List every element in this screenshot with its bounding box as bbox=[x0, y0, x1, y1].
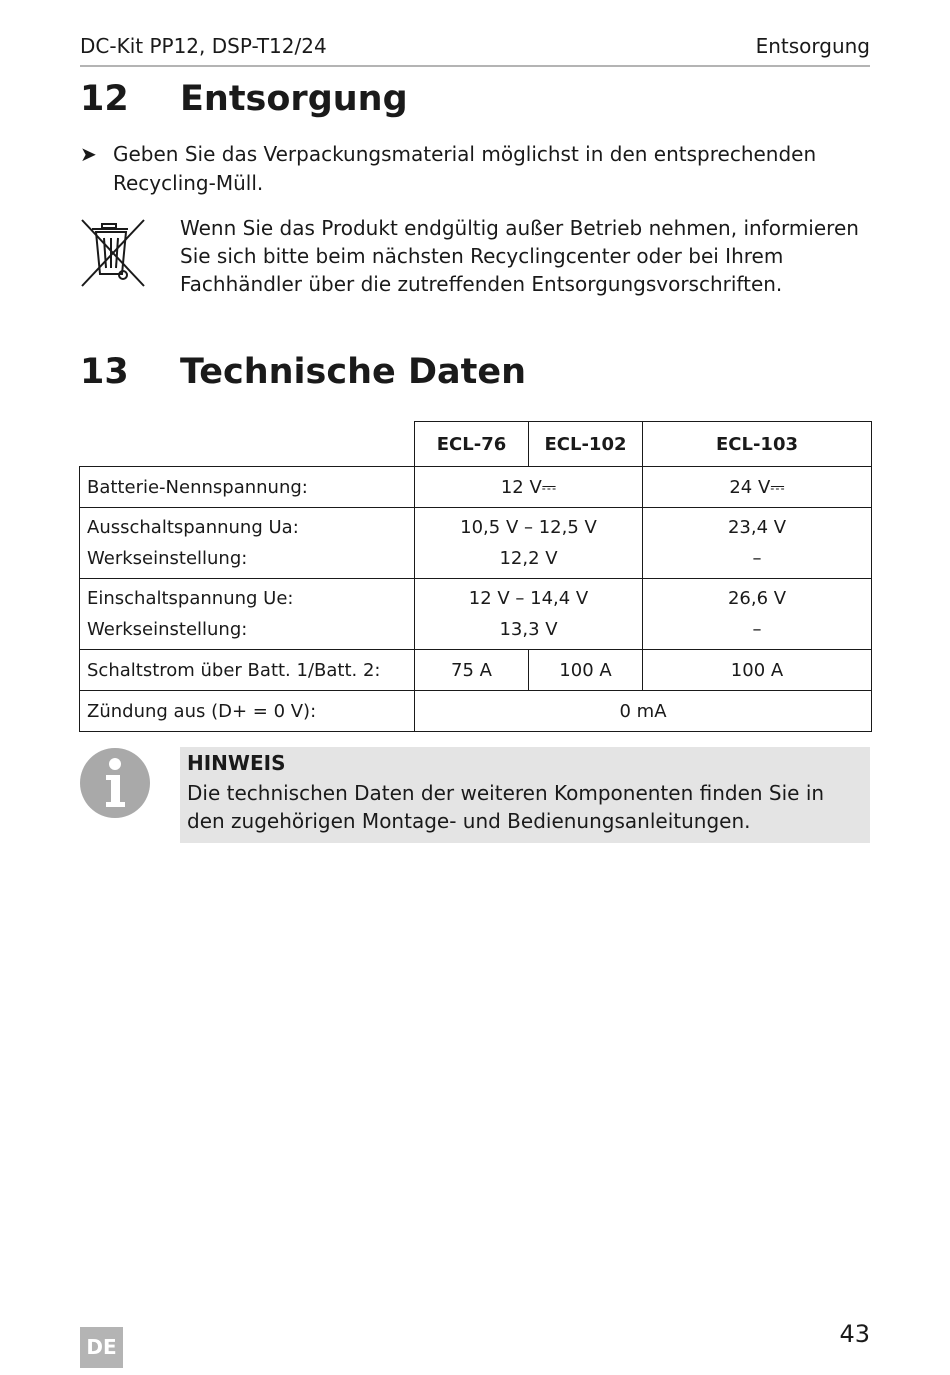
cell-switching-current-ecl102: 100 A bbox=[529, 650, 643, 691]
cell-switching-current-ecl76: 75 A bbox=[415, 650, 529, 691]
header-product: DC-Kit PP12, DSP-T12/24 bbox=[80, 34, 327, 58]
section-12-number: 12 bbox=[80, 79, 129, 119]
note-body: Die technischen Daten der weiteren Komponenten finden Sie in den zugehörigen Montage- und Bedienungsanleitungen. bbox=[187, 781, 825, 833]
language-badge: DE bbox=[80, 1327, 123, 1368]
cell-cutoff-ecl103 bbox=[643, 508, 872, 579]
cell-cutin-ecl103-factory: – bbox=[752, 619, 762, 640]
cell-cutoff-ecl76-102-factory: 12,2 V bbox=[499, 548, 558, 569]
packaging-bullet-text: Geben Sie das Verpackungsmaterial möglichst in den entsprechenden Recycling-Müll. bbox=[113, 142, 817, 195]
technical-data-table bbox=[79, 421, 872, 732]
table-header-row bbox=[80, 422, 872, 467]
cell-cutin-ecl76-102-range: 12 V – 14,4 V bbox=[468, 588, 589, 609]
section-13-number: 13 bbox=[80, 352, 129, 392]
section-13-heading bbox=[80, 352, 526, 392]
packaging-bullet bbox=[80, 140, 870, 198]
section-12-title: Entsorgung bbox=[180, 79, 408, 119]
table-row bbox=[80, 508, 872, 579]
cell-cutin-ecl76-102-factory: 13,3 V bbox=[499, 619, 558, 640]
table-row bbox=[80, 579, 872, 650]
cell-cutoff-ecl103-factory: – bbox=[752, 548, 762, 569]
section-13-title: Technische Daten bbox=[180, 352, 527, 392]
cell-cutin-ecl103-value: 26,6 V bbox=[727, 588, 787, 609]
row-label-cutoff-voltage: Ausschaltspannung Ua: bbox=[87, 517, 299, 538]
bullet-arrow-icon: ➤ bbox=[80, 142, 97, 166]
row-label-switching-current: Schaltstrom über Batt. 1/Batt. 2: bbox=[80, 650, 415, 691]
cell-cutoff-ecl103-value: 23,4 V bbox=[727, 517, 787, 538]
row-label-cutoff-factory: Werkseinstellung: bbox=[87, 548, 248, 569]
table-header-ecl103: ECL-103 bbox=[643, 422, 872, 467]
row-label-cutoff bbox=[80, 508, 415, 579]
cell-cutoff-ecl76-102 bbox=[415, 508, 643, 579]
row-label-cutin-factory: Werkseinstellung: bbox=[87, 619, 248, 640]
note-title: HINWEIS bbox=[187, 751, 286, 775]
row-label-cutin bbox=[80, 579, 415, 650]
header-section: Entsorgung bbox=[755, 34, 870, 58]
table-header-blank bbox=[80, 422, 415, 467]
cell-switching-current-ecl103: 100 A bbox=[643, 650, 872, 691]
table-row bbox=[80, 691, 872, 732]
disposal-instructions: Wenn Sie das Produkt endgültig außer Betrieb nehmen, informieren Sie sich bitte beim nächsten Recyclingcenter oder bei Ihrem Fachhändler über die zutreffenden Entsorgungsvorschriften. bbox=[180, 216, 859, 296]
row-label-ignition-off: Zündung aus (D+ = 0 V): bbox=[80, 691, 415, 732]
page-header bbox=[80, 32, 870, 67]
page-number: 43 bbox=[839, 1320, 870, 1348]
crossed-out-wheelie-bin-icon bbox=[78, 216, 148, 288]
table-row bbox=[80, 650, 872, 691]
table-row bbox=[80, 467, 872, 508]
row-label-nominal-voltage: Batterie-Nennspannung: bbox=[80, 467, 415, 508]
cell-cutin-ecl103 bbox=[643, 579, 872, 650]
row-label-cutin-voltage: Einschaltspannung Ue: bbox=[87, 588, 294, 609]
cell-cutin-ecl76-102 bbox=[415, 579, 643, 650]
info-icon bbox=[79, 747, 151, 819]
cell-cutoff-ecl76-102-range: 10,5 V – 12,5 V bbox=[460, 517, 597, 538]
cell-nominal-voltage-ecl76-102: 12 V⎓ bbox=[415, 467, 643, 508]
note-box bbox=[180, 747, 870, 843]
cell-ignition-off-all: 0 mA bbox=[415, 691, 872, 732]
cell-nominal-voltage-ecl103: 24 V⎓ bbox=[643, 467, 872, 508]
table-header-ecl76: ECL-76 bbox=[415, 422, 529, 467]
table-header-ecl102: ECL-102 bbox=[529, 422, 643, 467]
section-12-heading bbox=[80, 79, 408, 119]
